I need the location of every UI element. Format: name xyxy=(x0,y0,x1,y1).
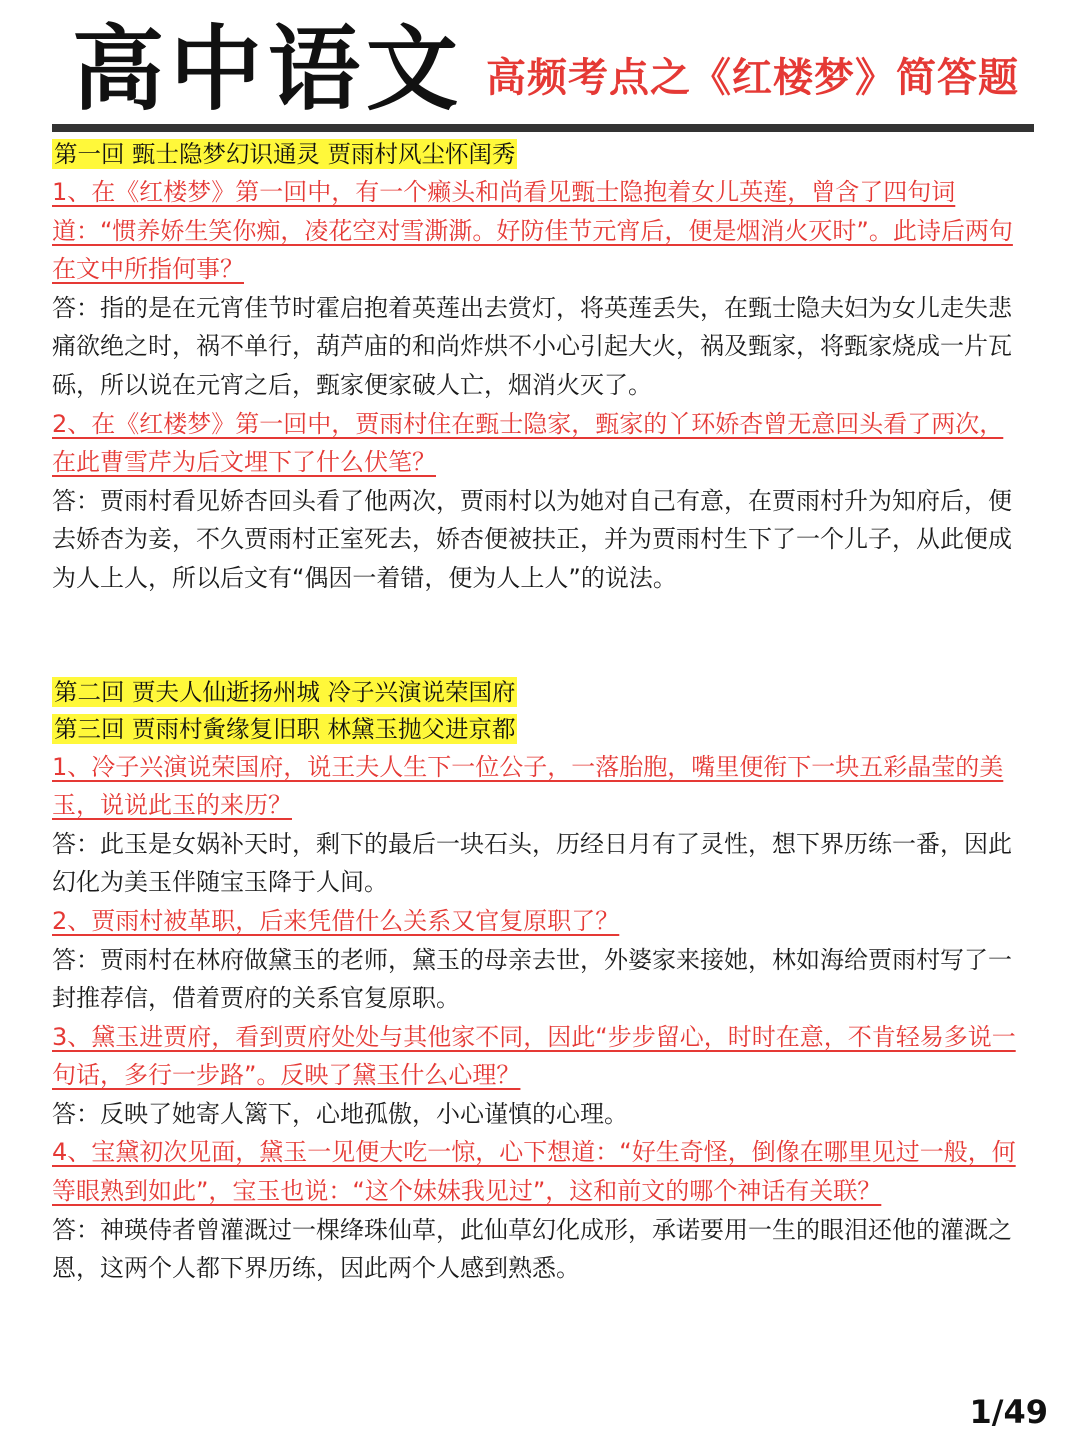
page-subtitle: 高频考点之《红楼梦》简答题 xyxy=(486,55,1019,101)
chapter-heading: 第三回 贾雨村夤缘复旧职 林黛玉抛父进京都 xyxy=(54,714,516,743)
section-1 xyxy=(52,136,1027,598)
question: 2、贾雨村被革职，后来凭借什么关系又官复原职了？ xyxy=(52,906,620,935)
answer: 答：神瑛侍者曾灌溉过一棵绛珠仙草，此仙草幻化成形，承诺要用一生的眼泪还他的灌溉之恩，这两个人都下界历练，因此两个人感到熟悉。 xyxy=(52,1215,1012,1283)
answer: 答：贾雨村在林府做黛玉的老师，黛玉的母亲去世，外婆家来接她，林如海给贾雨村写了一封推荐信，借着贾府的关系官复原职。 xyxy=(52,945,1012,1013)
answer: 答：此玉是女娲补天时，剩下的最后一块石头，历经日月有了灵性，想下界历练一番，因此幻化为美玉伴随宝玉降于人间。 xyxy=(52,829,1012,897)
question: 3、黛玉进贾府，看到贾府处处与其他家不同，因此“步步留心，时时在意，不肯轻易多说一句话，多行一步路”。反映了黛玉什么心理？ xyxy=(52,1022,1016,1090)
chapter-heading: 第二回 贾夫人仙逝扬州城 冷子兴演说荣国府 xyxy=(54,677,516,706)
answer: 答：指的是在元宵佳节时霍启抱着英莲出去赏灯，将英莲丢失，在甄士隐夫妇为女儿走失悲痛欲绝之时，祸不单行，葫芦庙的和尚炸烘不小心引起大火，祸及甄家，将甄家烧成一片瓦砾，所以说在元宵之后，甄家便家破人亡，烟消火灭了。 xyxy=(52,293,1012,399)
answer: 答：反映了她寄人篱下，心地孤傲，小心谨慎的心理。 xyxy=(52,1099,628,1128)
section-gap xyxy=(52,598,1027,674)
answer: 答：贾雨村看见娇杏回头看了他两次，贾雨村以为她对自己有意，在贾雨村升为知府后，便去娇杏为妾，不久贾雨村正室死去，娇杏便被扶正，并为贾雨村生下了一个儿子，从此便成为人上人，所以后文有“偶因一着错，便为人上人”的说法。 xyxy=(52,486,1012,592)
question: 1、冷子兴演说荣国府，说王夫人生下一位公子，一落胎胞，嘴里便衔下一块五彩晶莹的美玉，说说此玉的来历？ xyxy=(52,752,1004,820)
section-2 xyxy=(52,674,1027,1288)
qa-content xyxy=(52,136,1027,1288)
page-header xyxy=(0,0,1080,140)
title-divider xyxy=(52,124,1034,132)
page-number: 1/49 xyxy=(969,1393,1048,1431)
question: 2、在《红楼梦》第一回中，贾雨村住在甄士隐家，甄家的丫环娇杏曾无意回头看了两次，在此曹雪芹为后文埋下了什么伏笔？ xyxy=(52,409,1004,477)
question: 4、宝黛初次见面，黛玉一见便大吃一惊，心下想道：“好生奇怪，倒像在哪里见过一般，何等眼熟到如此”，宝玉也说：“这个妹妹我见过”，这和前文的哪个神话有关联？ xyxy=(52,1138,1016,1206)
page-title: 高中语文 xyxy=(72,16,465,123)
chapter-heading: 第一回 甄士隐梦幻识通灵 贾雨村风尘怀闺秀 xyxy=(54,140,516,168)
question: 1、在《红楼梦》第一回中，有一个癞头和尚看见甄士隐抱着女儿英莲，曾含了四句词道：“惯养娇生笑你痴，凌花空对雪澌澌。好防佳节元宵后，便是烟消火灭时”。此诗后两句在文中所指何事？ xyxy=(52,178,1013,284)
